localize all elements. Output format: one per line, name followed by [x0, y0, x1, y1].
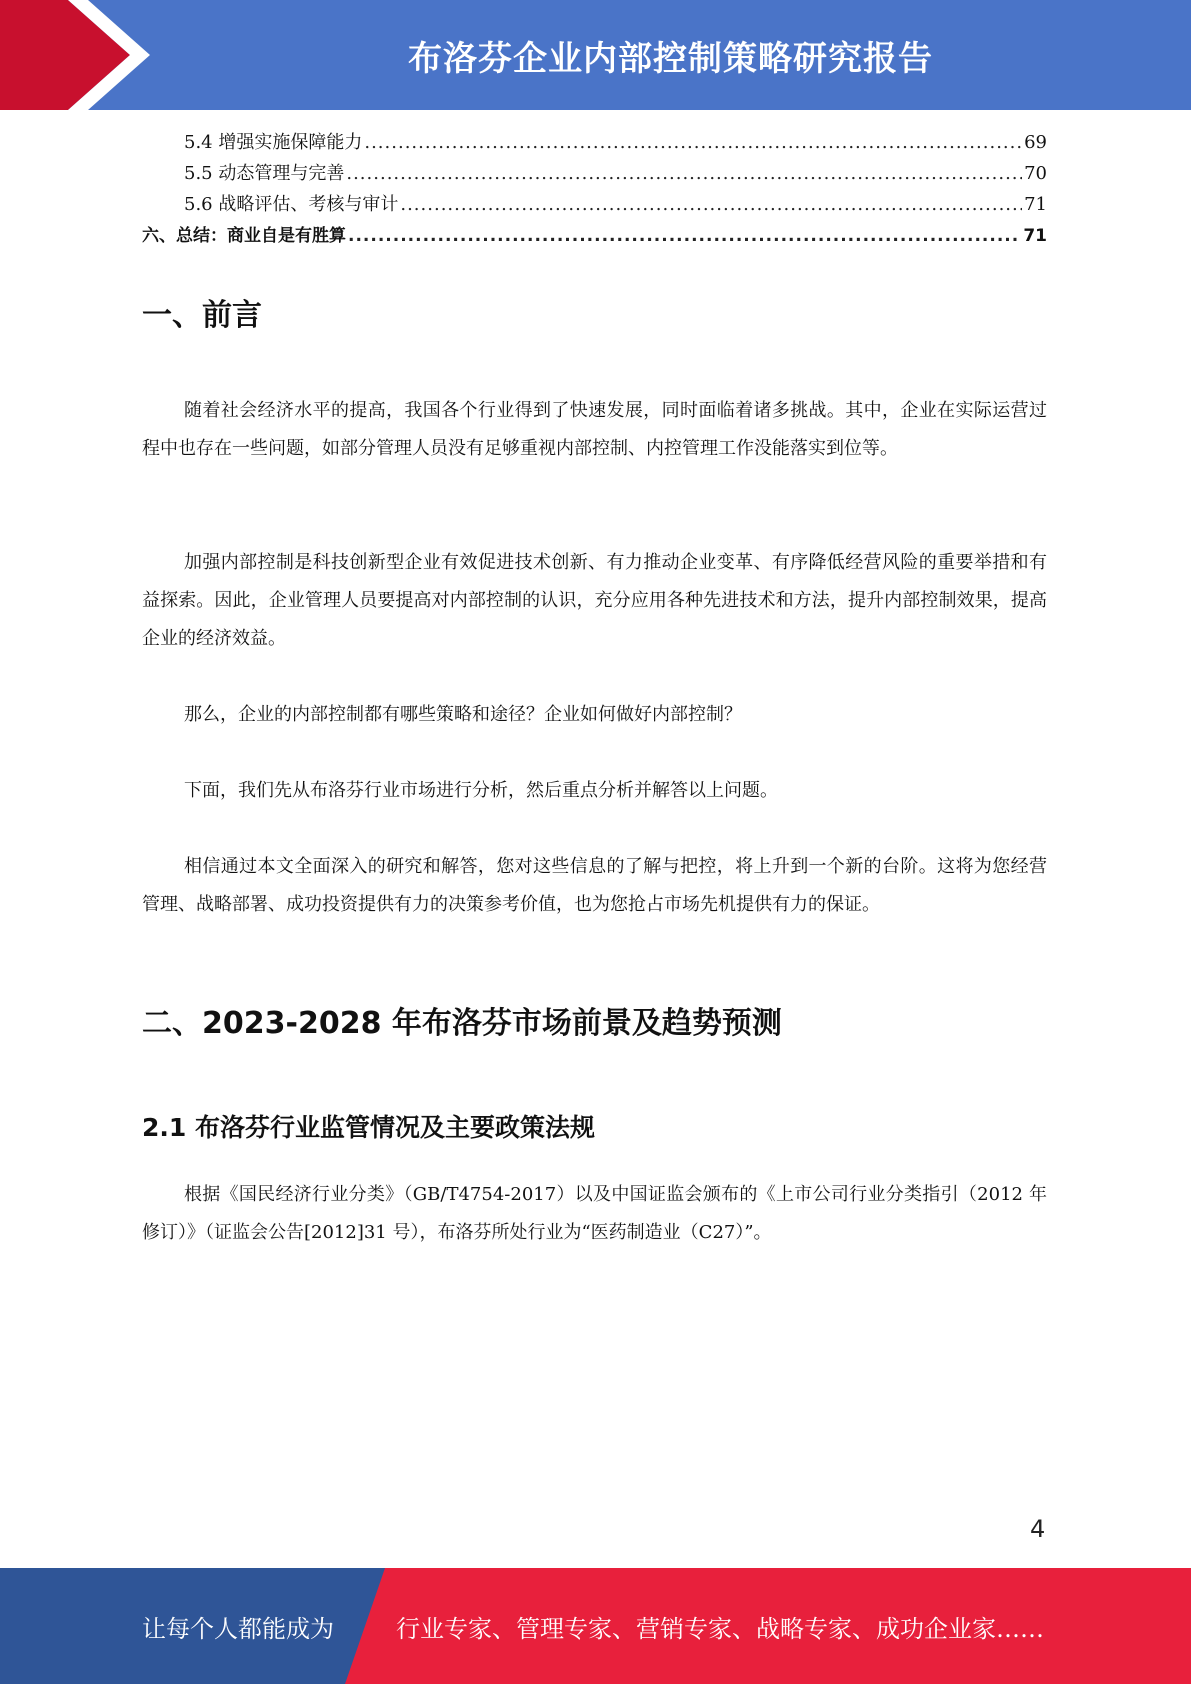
- body-paragraph: 相信通过本文全面深入的研究和解答，您对这些信息的了解与把控，将上升到一个新的台阶。这将为您经营管理、战略部署、成功投资提供有力的决策参考价值，也为您抢占市场先机提供有力的保证。: [142, 856, 1047, 915]
- section-heading-market-outlook: 二、2023-2028 年布洛芬市场前景及趋势预测: [142, 1006, 782, 1041]
- toc-entry-page: 71: [1024, 194, 1047, 215]
- body-paragraph: 加强内部控制是科技创新型企业有效促进技术创新、有力推动企业变革、有序降低经营风险的重要举措和有益探索。因此，企业管理人员要提高对内部控制的认识，充分应用各种先进技术和方法，提升内部控制效果，提高企业的经济效益。: [142, 552, 1047, 649]
- footer-slogan-left: 让每个人都能成为: [142, 1614, 334, 1643]
- toc-entry[interactable]: [142, 190, 1047, 221]
- toc-entry-label: 5.4 增强实施保障能力: [184, 132, 363, 153]
- report-title: 布洛芬企业内部控制策略研究报告: [408, 38, 933, 79]
- toc-leader-dots: [400, 194, 1022, 215]
- toc-entry-page: 69: [1024, 132, 1047, 153]
- page-header: [0, 0, 1191, 110]
- toc-entry-page: 70: [1024, 163, 1047, 184]
- toc-entry-label: 5.6 战略评估、考核与审计: [184, 194, 399, 215]
- toc-leader-dots: [364, 132, 1022, 153]
- header-arrow-decoration: [0, 0, 150, 110]
- subsection-heading-regulation: 2.1 布洛芬行业监管情况及主要政策法规: [142, 1113, 595, 1142]
- toc-entry-label: 5.5 动态管理与完善: [184, 163, 345, 184]
- toc-leader-dots: [346, 163, 1022, 184]
- body-paragraph: 根据《国民经济行业分类》（GB/T4754-2017）以及中国证监会颁布的《上市公司行业分类指引（2012 年修订）》（证监会公告[2012]31 号），布洛芬所处行业为“医药制造业（C27）”。: [142, 1184, 1047, 1243]
- toc-entry-label: 六、总结：商业自是有胜算: [142, 226, 346, 246]
- toc-entry[interactable]: [142, 128, 1047, 159]
- toc-entry-page: 71: [1023, 226, 1047, 246]
- toc-leader-dots: [348, 226, 1021, 246]
- section-heading-preface: 一、前言: [142, 298, 262, 333]
- page-number: 4: [1030, 1515, 1046, 1543]
- body-paragraph: 随着社会经济水平的提高，我国各个行业得到了快速发展，同时面临着诸多挑战。其中，企业在实际运营过程中也存在一些问题，如部分管理人员没有足够重视内部控制、内控管理工作没能落实到位等。: [142, 400, 1047, 459]
- table-of-contents: [142, 128, 1047, 252]
- footer-slogan-right: 行业专家、管理专家、营销专家、战略专家、成功企业家……: [396, 1614, 1044, 1643]
- toc-entry[interactable]: [142, 221, 1047, 252]
- page-footer: [0, 1568, 1191, 1684]
- toc-entry[interactable]: [142, 159, 1047, 190]
- body-paragraph: 下面，我们先从布洛芬行业市场进行分析，然后重点分析并解答以上问题。: [184, 780, 778, 801]
- body-paragraph: 那么，企业的内部控制都有哪些策略和途径？企业如何做好内部控制？: [184, 704, 742, 725]
